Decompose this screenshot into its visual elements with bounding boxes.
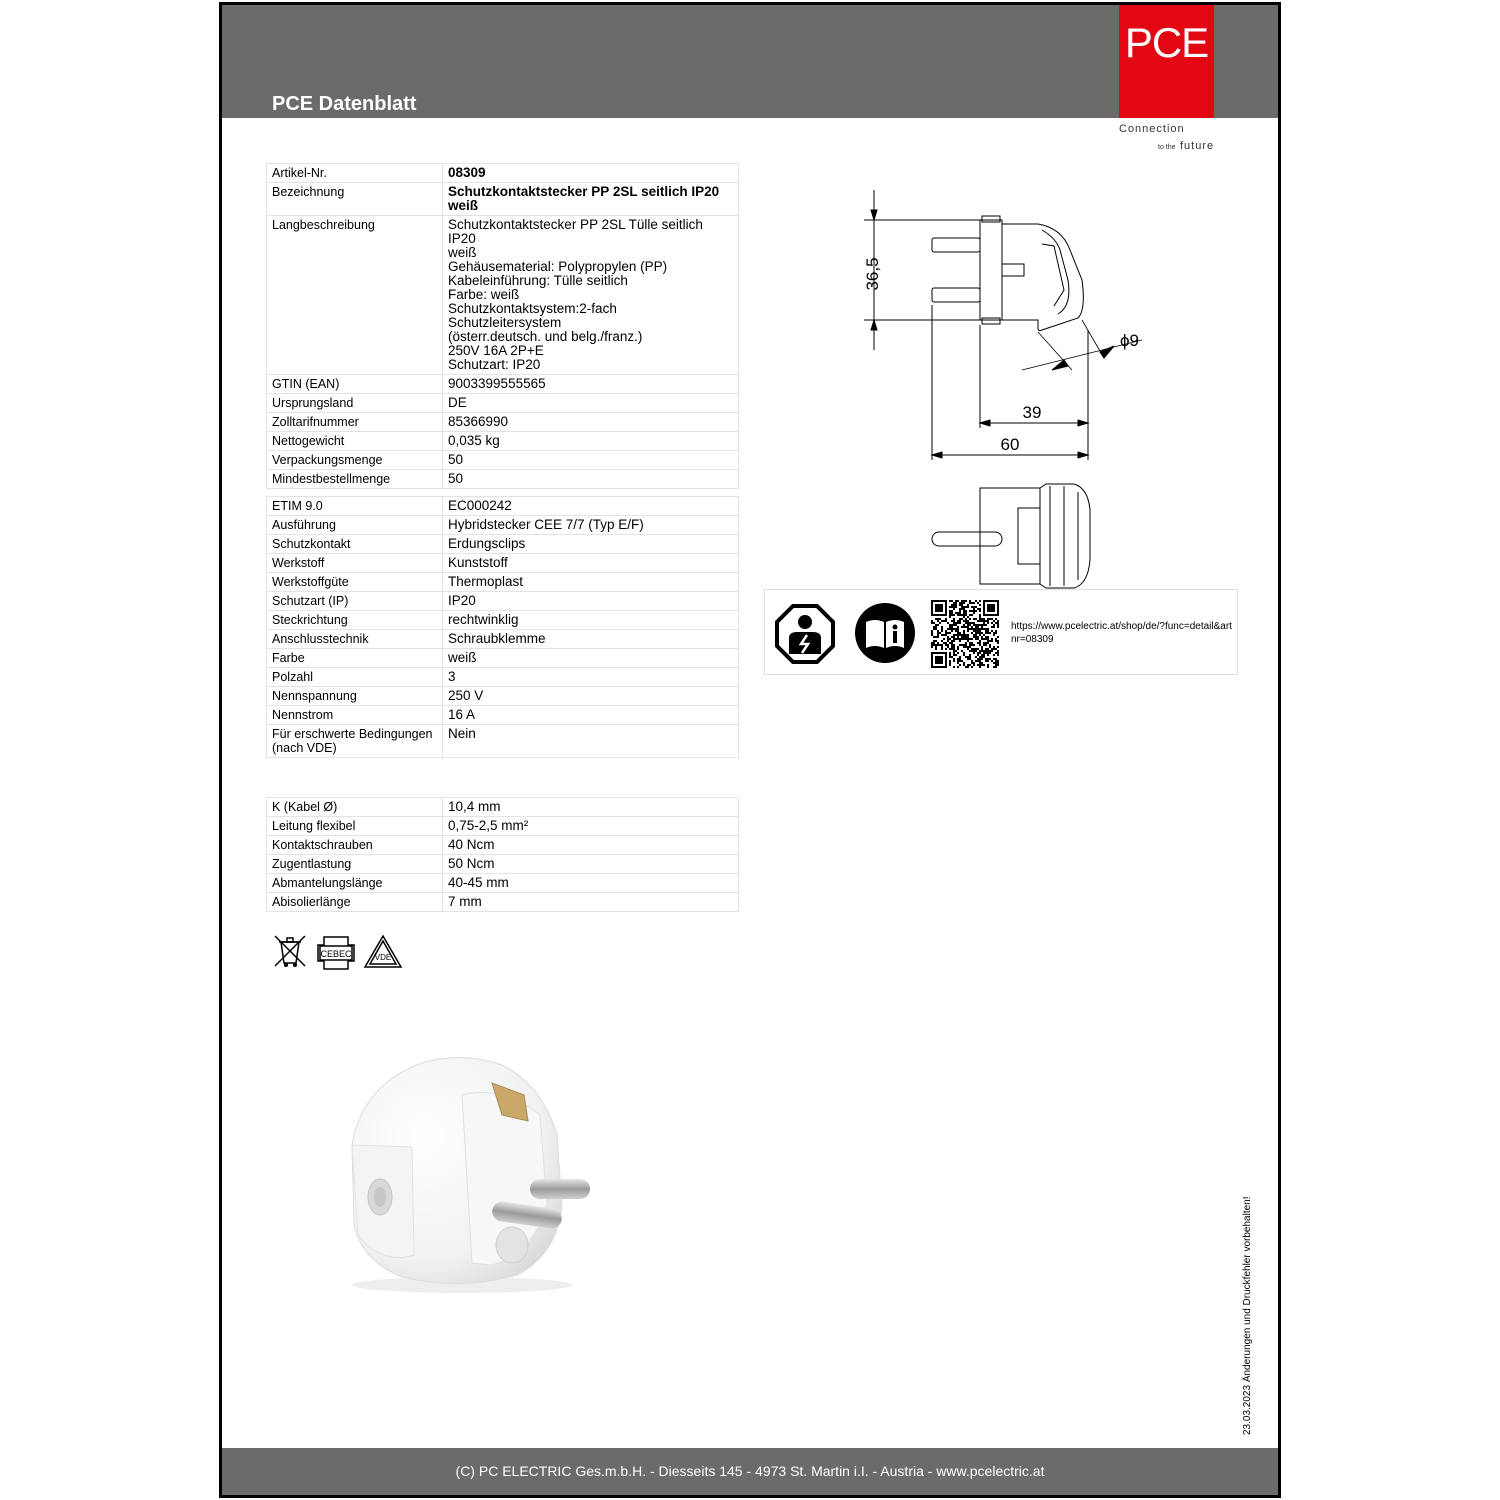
header-bar <box>222 5 1278 118</box>
spec-value: Schutzkontaktstecker PP 2SL seitlich IP20 weiß <box>443 183 739 216</box>
table-row <box>267 554 739 573</box>
table-row <box>267 817 739 836</box>
spec-label: K (Kabel Ø) <box>267 798 443 817</box>
table-row <box>267 855 739 874</box>
dim-diameter-label: ϕ9 <box>1120 331 1139 350</box>
dim-height-label: 36,5 <box>863 257 882 291</box>
table-row <box>267 516 739 535</box>
spec-value: 250 V <box>443 687 739 706</box>
spec-value: 9003399555565 <box>443 375 739 394</box>
info-icons-box <box>764 589 1238 675</box>
table-row <box>267 893 739 912</box>
slogan-line1: Connection <box>1119 123 1185 135</box>
table-row <box>267 630 739 649</box>
spec-value: 50 <box>443 470 739 489</box>
spec-label: Werkstoffgüte <box>267 573 443 592</box>
qr-code <box>931 600 999 668</box>
product-photo <box>342 1055 682 1295</box>
weee-bin-icon <box>272 933 308 969</box>
datasheet <box>219 2 1281 1498</box>
spec-value: weiß <box>443 649 739 668</box>
table-row <box>267 874 739 893</box>
slogan-line2 <box>1158 136 1214 154</box>
mechanical-spec-table <box>266 797 739 912</box>
spec-value: Erdungsclips <box>443 535 739 554</box>
spec-label: Abisolierlänge <box>267 893 443 912</box>
spec-value: Nein <box>443 725 739 758</box>
pce-logo <box>1119 5 1214 118</box>
footer: (C) PC ELECTRIC Ges.m.b.H. - Diesseits 145 - 4973 St. Martin i.I. - Austria - www.pcelectric.at <box>222 1448 1278 1498</box>
table-row <box>267 836 739 855</box>
table-row <box>267 573 739 592</box>
spec-value: 40-45 mm <box>443 874 739 893</box>
spec-label: Mindestbestellmenge <box>267 470 443 489</box>
cebec-mark <box>316 933 356 973</box>
spec-label: Bezeichnung <box>267 183 443 216</box>
spec-label: Schutzart (IP) <box>267 592 443 611</box>
dim-60-label: 60 <box>1000 435 1020 454</box>
table-row <box>267 798 739 817</box>
table-row <box>267 725 739 758</box>
slogan-small: to the <box>1158 144 1176 151</box>
spec-value: 0,035 kg <box>443 432 739 451</box>
electrician-icon <box>773 602 837 666</box>
spec-label: Nennspannung <box>267 687 443 706</box>
table-row <box>267 649 739 668</box>
table-row <box>267 668 739 687</box>
table-row <box>267 394 739 413</box>
slogan-big: future <box>1179 140 1215 152</box>
table-row <box>267 497 739 516</box>
table-row <box>267 375 739 394</box>
spec-value: Thermoplast <box>443 573 739 592</box>
logo-text: PCE <box>1124 19 1209 66</box>
table-row <box>267 687 739 706</box>
dim-39-label: 39 <box>1022 403 1042 422</box>
spec-value: 10,4 mm <box>443 798 739 817</box>
spec-label: Für erschwerte Bedingungen (nach VDE) <box>267 725 443 758</box>
spec-label: Steckrichtung <box>267 611 443 630</box>
spec-label: Anschlusstechnik <box>267 630 443 649</box>
spec-value: 50 Ncm <box>443 855 739 874</box>
spec-value: 40 Ncm <box>443 836 739 855</box>
manual-info-icon <box>854 602 916 664</box>
spec-value: 0,75-2,5 mm² <box>443 817 739 836</box>
spec-value: 3 <box>443 668 739 687</box>
table-row <box>267 470 739 489</box>
table-row <box>267 164 739 183</box>
spec-value: DE <box>443 394 739 413</box>
spec-label: Artikel-Nr. <box>267 164 443 183</box>
spec-value: Schutzkontaktstecker PP 2SL Tülle seitlich IP20 weiß Gehäusematerial: Polypropylen (PP) Kabeleinführung: Tülle seitlich Farbe: weiß Schutzkontaktsystem:2-fach Schutzleitersystem (österr.deutsch. und belg./franz.) 250V 16A 2P+E Schutzart: IP20 <box>443 216 739 375</box>
spec-label: Langbeschreibung <box>267 216 443 375</box>
spec-value: Hybridstecker CEE 7/7 (Typ E/F) <box>443 516 739 535</box>
spec-label: Leitung flexibel <box>267 817 443 836</box>
spec-value: 08309 <box>443 164 739 183</box>
spec-label: Zugentlastung <box>267 855 443 874</box>
spec-value: 7 mm <box>443 893 739 912</box>
table-row <box>267 611 739 630</box>
spec-label: Schutzkontakt <box>267 535 443 554</box>
spec-value: 85366990 <box>443 413 739 432</box>
spec-label: Werkstoff <box>267 554 443 573</box>
spec-value: 16 A <box>443 706 739 725</box>
spec-label: Kontaktschrauben <box>267 836 443 855</box>
spec-value: 50 <box>443 451 739 470</box>
table-row <box>267 183 739 216</box>
table-row <box>267 535 739 554</box>
spec-value: IP20 <box>443 592 739 611</box>
spec-label: Farbe <box>267 649 443 668</box>
cebec-text: CEBEC <box>320 949 352 959</box>
spec-label: Ursprungsland <box>267 394 443 413</box>
spec-label: ETIM 9.0 <box>267 497 443 516</box>
table-row <box>267 216 739 375</box>
technical-drawing <box>842 180 1152 600</box>
product-url[interactable]: https://www.pcelectric.at/shop/de/?func=detail&artnr=08309 <box>1011 621 1232 645</box>
spec-label: Ausführung <box>267 516 443 535</box>
spec-label: Verpackungsmenge <box>267 451 443 470</box>
spec-label: GTIN (EAN) <box>267 375 443 394</box>
table-row <box>267 706 739 725</box>
spec-value: Schraubklemme <box>443 630 739 649</box>
spec-label: Nennstrom <box>267 706 443 725</box>
date-disclaimer: 23.03.2023 Änderungen und Druckfehler vorbehalten! <box>1242 1196 1253 1435</box>
spec-label: Nettogewicht <box>267 432 443 451</box>
table-row <box>267 592 739 611</box>
spec-label: Zolltarifnummer <box>267 413 443 432</box>
spec-value: rechtwinklig <box>443 611 739 630</box>
spec-value: EC000242 <box>443 497 739 516</box>
table-row <box>267 413 739 432</box>
table-row <box>267 432 739 451</box>
spec-label: Abmantelungslänge <box>267 874 443 893</box>
page-title: PCE Datenblatt <box>272 93 417 115</box>
etim-spec-table <box>266 496 739 758</box>
main-spec-table <box>266 163 739 489</box>
spec-value: Kunststoff <box>443 554 739 573</box>
vde-text: VDE <box>374 953 392 962</box>
vde-mark <box>362 933 404 971</box>
table-row <box>267 451 739 470</box>
spec-label: Polzahl <box>267 668 443 687</box>
